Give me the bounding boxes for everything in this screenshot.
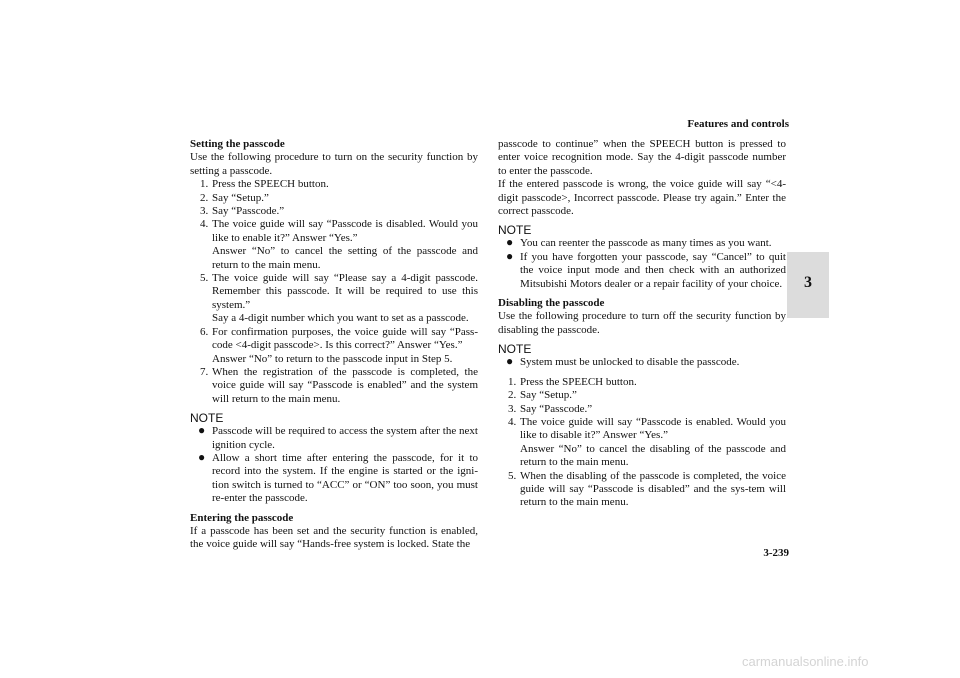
step-item: 3. Say “Passcode.” <box>508 402 593 415</box>
bullet-icon: ● <box>198 423 206 438</box>
step-item: 1. Press the SPEECH button. <box>508 375 637 388</box>
note-label: NOTE <box>498 223 532 238</box>
note-bullet: ● System must be unlocked to disable the passcode. <box>506 354 740 369</box>
note-bullet: ● You can reenter the passcode as many times as you want. <box>506 235 772 250</box>
section-text-entering: If a passcode has been set and the security function is enabled, the voice guide will say “Hands-free system is locked. State the <box>190 524 478 551</box>
entering-continued: passcode to continue” when the SPEECH button is pressed to enter voice recognition mode. Say the 4-digit passcode number to enter the passcode. <box>498 138 786 177</box>
step-item: 4. The voice guide will say “Passcode is enabled. Would you like to disable it?” Answer “Yes.” Answer “No” to cancel the disabling of the passcode and return to the main menu. <box>508 415 786 469</box>
entering-wrong-passcode: If the entered passcode is wrong, the voice guide will say “<4-digit passcode>, Incorrect passcode. Please try again.” Enter the correct passcode. <box>498 178 786 218</box>
step-item: 6. For confirmation purposes, the voice guide will say “Pass-code <4-digit passcode>. Is this correct?” Answer “Yes.” Answer “No” to return to the passcode input in Step 5. <box>200 325 478 365</box>
step-item: 7. When the registration of the passcode is completed, the voice guide will say “Passcode is enabled” and the system will return to the main menu. <box>200 365 478 405</box>
note-label: NOTE <box>190 411 224 426</box>
right-column <box>498 138 786 510</box>
page-header: Features and controls <box>687 118 789 130</box>
section-intro-disabling: Use the following procedure to turn off the security function by disabling the passcode. <box>498 310 786 336</box>
disabling-steps <box>498 376 786 510</box>
step-item: 2. Say “Setup.” <box>508 389 577 402</box>
note-bullet: ● If you have forgotten your passcode, say “Cancel” to quit the voice input mode and then check with an authorized Mitsubishi Motors dealer or a repair facility of your choice. <box>506 248 786 290</box>
step-item: 5. When the disabling of the passcode is completed, the voice guide will say “Passcode is disabled” and the sys-tem will return to the main menu. <box>508 469 786 509</box>
step-item: 2. Say “Setup.” <box>200 191 269 204</box>
left-column <box>190 138 478 552</box>
step-item: 1. Press the SPEECH button. <box>200 178 329 191</box>
section-title-entering: Entering the passcode <box>190 511 294 524</box>
section-intro-setting: Use the following procedure to turn on the security function by setting a passcode. <box>190 151 478 177</box>
step-item: 4. The voice guide will say “Passcode is disabled. Would you like to enable it?” Answer “Yes.” Answer “No” to cancel the setting of the passcode and return to the main menu. <box>200 218 478 271</box>
bullet-icon: ● <box>506 248 514 263</box>
note-block <box>498 224 786 291</box>
note-label: NOTE <box>498 342 532 357</box>
step-item: 3. Say “Passcode.” <box>200 205 285 218</box>
chapter-tab <box>787 252 829 318</box>
section-title-setting: Setting the passcode <box>190 138 285 150</box>
page-number: 3-239 <box>763 547 789 559</box>
bullet-icon: ● <box>198 449 206 464</box>
note-block <box>498 343 786 369</box>
note-bullet: ● Allow a short time after entering the passcode, for it to record into the system. If the engine is started or the igni-tion switch is turned to “ACC” or “ON” too soon, you must re-enter the passcode. <box>198 449 478 505</box>
note-bullet: ● Passcode will be required to access the system after the next ignition cycle. <box>198 423 478 451</box>
note-block <box>190 412 478 505</box>
bullet-icon: ● <box>506 235 514 250</box>
chapter-tab-number: 3 <box>804 274 812 291</box>
setting-steps <box>190 178 478 406</box>
step-item: 5. The voice guide will say “Please say a 4-digit passcode. Remember this passcode. It will be required to use this system.” Say a 4-digit number which you want to set as a passcode. <box>200 272 478 325</box>
section-title-disabling: Disabling the passcode <box>498 297 605 310</box>
watermark: carmanualsonline.info <box>742 654 869 669</box>
bullet-icon: ● <box>506 354 514 369</box>
